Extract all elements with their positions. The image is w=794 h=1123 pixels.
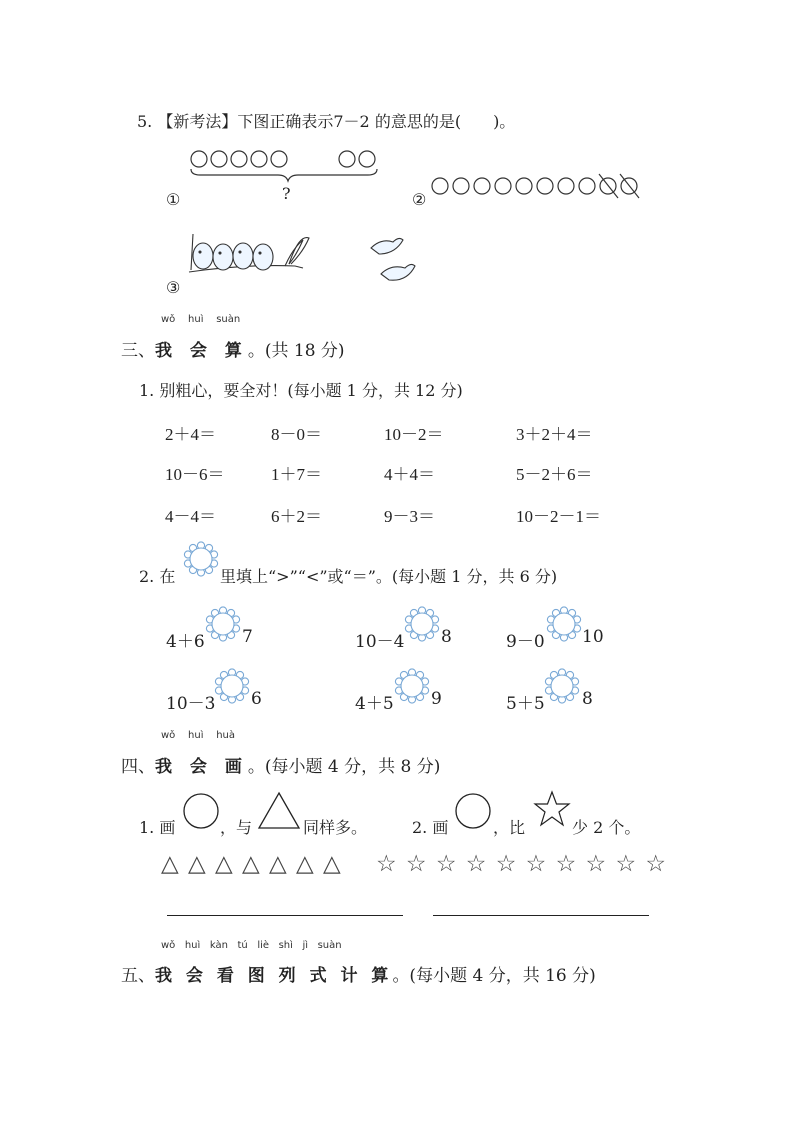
- compare-left: 4＋5: [355, 694, 394, 714]
- star-shape-icon: [533, 791, 571, 827]
- compare-right: 8: [441, 627, 452, 647]
- circle-shape-icon: [454, 792, 492, 830]
- equation: 10－2＝: [384, 425, 444, 444]
- sec4-q1-part-b: ，与: [220, 818, 253, 837]
- q5-tag: 【新考法】: [157, 112, 238, 131]
- compare-answer-circle[interactable]: [394, 668, 430, 704]
- q5-option1-figure: [160, 145, 400, 215]
- compare-answer-circle[interactable]: [205, 606, 241, 642]
- sec3-q1-title: 1. 别粗心，要全对！(每小题 1 分，共 12 分): [139, 381, 463, 400]
- equation: 1＋7＝: [271, 465, 322, 484]
- sec4-q2-part-a: 2. 画: [412, 818, 449, 837]
- q5-option1-question: ?: [282, 184, 291, 203]
- sec4-q2-part-c: 少 2 个。: [572, 818, 641, 837]
- triangle-row: △ △ △ △ △ △ △: [161, 851, 342, 877]
- q5-option1-mark: ①: [166, 190, 181, 209]
- equation: 6＋2＝: [271, 507, 322, 526]
- q5-option2-figure: [430, 172, 645, 202]
- sec3-q2-title-suffix: 里填上“>”“<”或“＝”。(每小题 1 分，共 6 分): [220, 567, 558, 586]
- q5-number: 5.: [137, 112, 153, 131]
- compare-answer-circle[interactable]: [404, 606, 440, 642]
- equation: 10－6＝: [165, 465, 225, 484]
- star-row: ☆ ☆ ☆ ☆ ☆ ☆ ☆ ☆ ☆ ☆: [376, 851, 667, 877]
- equation: 8－0＝: [271, 425, 322, 444]
- q5-option3-mark: ③: [166, 278, 181, 297]
- compare-left: 9－0: [506, 632, 545, 652]
- equation: 9－3＝: [384, 507, 435, 526]
- q5-option2-mark: ②: [412, 190, 427, 209]
- compare-right: 7: [242, 627, 253, 647]
- compare-left: 10－4: [355, 632, 405, 652]
- compare-answer-circle[interactable]: [544, 668, 580, 704]
- triangle-shape-icon: [257, 791, 301, 831]
- sec3-pinyin: wǒ huì suàn: [161, 314, 241, 325]
- sec4-q1-part-c: 同样多。: [303, 818, 368, 837]
- compare-answer-circle[interactable]: [546, 606, 582, 642]
- answer-line-1[interactable]: [167, 915, 403, 916]
- sec4-pinyin: wǒ huì huà: [161, 730, 236, 741]
- equation: 5－2＋6＝: [516, 465, 593, 484]
- sec3-heading: 三、我 会 算。(共 18 分): [121, 341, 345, 361]
- sec4-q2-part-b: ，比: [493, 818, 526, 837]
- sec3-q2-title-prefix: 2. 在: [139, 567, 176, 586]
- compare-right: 6: [251, 689, 262, 709]
- equation: 3＋2＋4＝: [516, 425, 593, 444]
- q5-text: 下图正确表示7－2 的意思的是( )。: [237, 112, 516, 131]
- answer-line-2[interactable]: [433, 915, 649, 916]
- circle-shape-icon: [182, 792, 220, 830]
- equation: 4＋4＝: [384, 465, 435, 484]
- sec5-heading: 五、我 会 看 图 列 式 计 算。(每小题 4 分，共 16 分): [121, 966, 596, 986]
- compare-left: 10－3: [166, 694, 216, 714]
- compare-answer-circle[interactable]: [214, 668, 250, 704]
- q5-title: [137, 109, 515, 132]
- equation: 2＋4＝: [165, 425, 216, 444]
- compare-right: 8: [582, 689, 593, 709]
- flower-circle-icon: [183, 541, 219, 577]
- q5-option3-figure: [185, 226, 425, 296]
- compare-left: 4＋6: [166, 632, 205, 652]
- sec4-q1-part-a: 1. 画: [139, 818, 176, 837]
- compare-left: 5＋5: [506, 694, 545, 714]
- equation: 10－2－1＝: [516, 507, 601, 526]
- sec4-heading: 四、我 会 画。(每小题 4 分，共 8 分): [121, 757, 441, 777]
- sec5-pinyin: wǒ huì kàn tú liè shì jì suàn: [161, 940, 342, 951]
- compare-right: 9: [431, 689, 442, 709]
- compare-right: 10: [582, 627, 604, 647]
- equation: 4－4＝: [165, 507, 216, 526]
